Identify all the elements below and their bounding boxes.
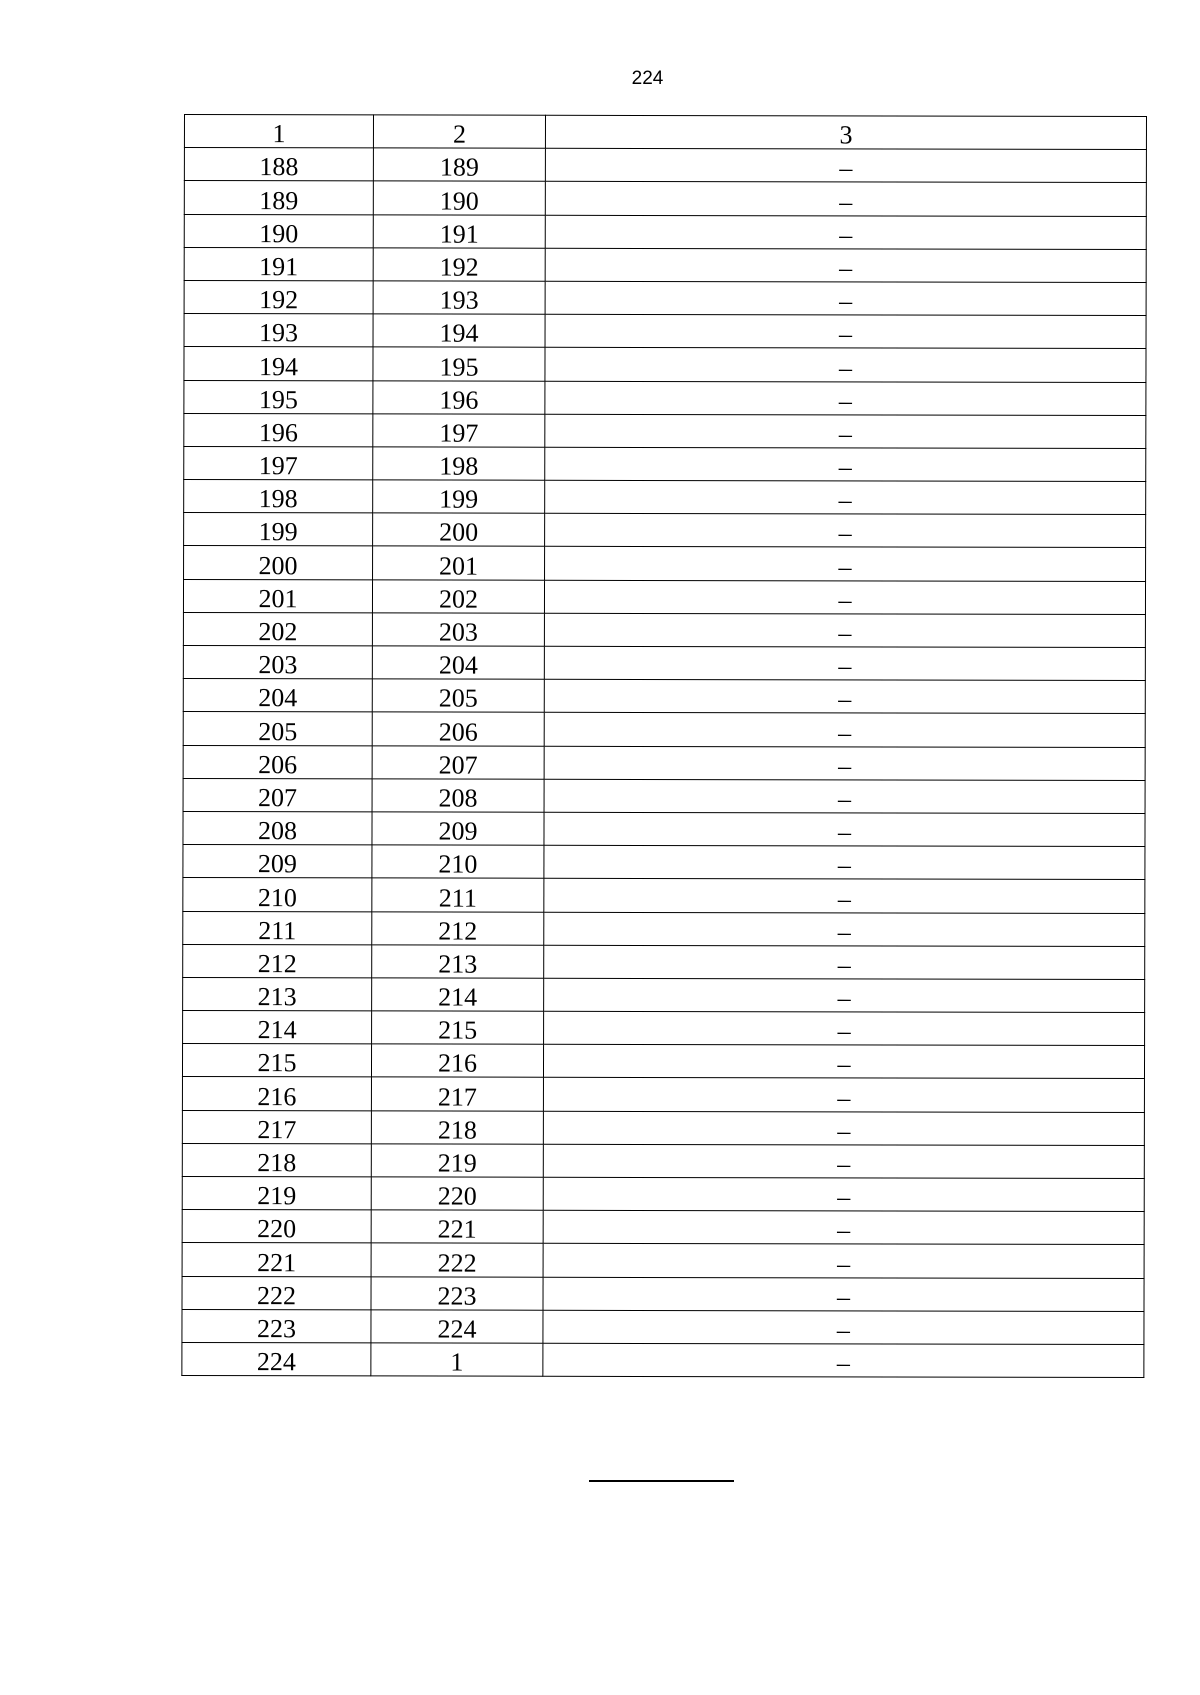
- page-number: 224: [631, 68, 664, 89]
- table-cell-col-2: 216: [371, 1044, 543, 1078]
- table-cell-col-3: –: [543, 1277, 1144, 1311]
- table-row: [182, 1309, 1144, 1344]
- table-cell-col-1: 205: [183, 712, 372, 746]
- table-cell-col-1: 194: [184, 347, 373, 381]
- table-cell-col-1: 218: [182, 1143, 371, 1177]
- column-header-1: 1: [184, 115, 373, 149]
- table-cell-col-3: –: [543, 1210, 1144, 1244]
- table-cell-col-1: 198: [184, 480, 373, 514]
- table-cell-col-1: 221: [182, 1243, 371, 1277]
- table-cell-col-1: 222: [182, 1276, 371, 1310]
- table-cell-col-2: 217: [371, 1077, 543, 1111]
- table-cell-col-1: 199: [184, 513, 373, 547]
- table-header: [184, 115, 1146, 150]
- table-cell-col-1: 195: [184, 380, 373, 414]
- table-row: [183, 778, 1145, 813]
- table-cell-col-1: 224: [182, 1342, 371, 1376]
- table-cell-col-1: 211: [183, 911, 372, 945]
- table-cell-col-2: 209: [372, 812, 544, 846]
- table-row: [183, 977, 1145, 1012]
- table-cell-col-3: –: [544, 580, 1145, 614]
- data-table: [181, 114, 1147, 1378]
- table-row: [184, 413, 1146, 448]
- table-row: [184, 546, 1146, 581]
- table-cell-col-2: 189: [373, 148, 545, 182]
- table-cell-col-1: 212: [183, 944, 372, 978]
- table-cell-col-3: –: [544, 978, 1145, 1012]
- table-cell-col-3: –: [544, 613, 1145, 647]
- table-cell-col-1: 213: [183, 977, 372, 1011]
- table-cell-col-1: 201: [183, 579, 372, 613]
- table-row: [182, 1143, 1144, 1178]
- table-cell-col-3: –: [545, 182, 1146, 216]
- table-cell-col-1: 208: [183, 811, 372, 845]
- table-cell-col-1: 200: [184, 546, 373, 580]
- table-cell-col-3: –: [543, 1343, 1144, 1377]
- table-row: [184, 148, 1146, 183]
- table-cell-col-2: 210: [372, 845, 544, 879]
- table-cell-col-3: –: [544, 746, 1145, 780]
- table-cell-col-3: –: [543, 1144, 1144, 1178]
- table-row: [182, 1077, 1144, 1112]
- table-cell-col-2: 202: [372, 580, 544, 614]
- table-cell-col-2: 214: [372, 978, 544, 1012]
- table-cell-col-2: 211: [372, 878, 544, 912]
- table-cell-col-1: 219: [182, 1176, 371, 1210]
- table-row: [182, 1243, 1144, 1278]
- table-cell-col-2: 213: [372, 945, 544, 979]
- table-cell-col-1: 214: [183, 1011, 372, 1045]
- table-cell-col-2: 204: [372, 646, 544, 680]
- table-row: [183, 745, 1145, 780]
- table-cell-col-1: 209: [183, 845, 372, 879]
- table-cell-col-2: 203: [372, 613, 544, 647]
- table-cell-col-3: –: [545, 281, 1146, 315]
- table-cell-col-2: 192: [373, 248, 545, 282]
- table-cell-col-3: –: [545, 248, 1146, 282]
- table-cell-col-3: –: [545, 314, 1146, 348]
- table-row: [184, 446, 1146, 481]
- table-cell-col-2: 215: [372, 1011, 544, 1045]
- table-cell-col-1: 191: [184, 247, 373, 281]
- table-cell-col-2: 205: [372, 679, 544, 713]
- table-cell-col-2: 219: [371, 1144, 543, 1178]
- table-cell-col-2: 206: [372, 712, 544, 746]
- table-cell-col-1: 197: [184, 446, 373, 480]
- table-cell-col-3: –: [545, 148, 1146, 182]
- table-cell-col-3: –: [545, 215, 1146, 249]
- table-cell-col-3: –: [543, 1177, 1144, 1211]
- table-row: [184, 214, 1146, 249]
- table-cell-col-1: 216: [182, 1077, 371, 1111]
- table-cell-col-3: –: [545, 547, 1146, 581]
- table-row: [183, 878, 1145, 913]
- table-row: [183, 679, 1145, 714]
- table-cell-col-2: 190: [373, 181, 545, 215]
- table-cell-col-1: 215: [182, 1044, 371, 1078]
- table-row: [183, 645, 1145, 680]
- table-cell-col-3: –: [544, 646, 1145, 680]
- table-cell-col-2: 199: [373, 480, 545, 514]
- table-cell-col-2: 223: [371, 1276, 543, 1310]
- table-cell-col-1: 210: [183, 878, 372, 912]
- table-cell-col-3: –: [543, 1078, 1144, 1112]
- table-row: [183, 712, 1145, 747]
- table-row: [184, 181, 1146, 216]
- table-cell-col-2: 221: [371, 1210, 543, 1244]
- table-cell-col-3: –: [544, 713, 1145, 747]
- table-cell-col-1: 203: [183, 645, 372, 679]
- table-cell-col-2: 201: [373, 546, 545, 580]
- table-cell-col-3: –: [544, 912, 1145, 946]
- table-cell-col-3: –: [544, 845, 1145, 879]
- table-row: [183, 579, 1145, 614]
- table-cell-col-2: 218: [371, 1111, 543, 1145]
- table-cell-col-3: –: [545, 480, 1146, 514]
- table-cell-col-2: 195: [373, 347, 545, 381]
- table-row: [184, 513, 1146, 548]
- table-cell-col-2: 191: [373, 214, 545, 248]
- table-cell-col-3: –: [544, 812, 1145, 846]
- table-cell-col-2: 220: [371, 1177, 543, 1211]
- table-row: [184, 280, 1146, 315]
- table-row: [182, 1342, 1144, 1377]
- table-cell-col-2: 208: [372, 779, 544, 813]
- table-cell-col-2: 224: [371, 1310, 543, 1344]
- table-cell-col-2: 1: [371, 1343, 543, 1377]
- table-cell-col-1: 189: [184, 181, 373, 215]
- table-cell-col-3: –: [545, 381, 1146, 415]
- table-row: [183, 845, 1145, 880]
- table-cell-col-3: –: [544, 1011, 1145, 1045]
- table-cell-col-3: –: [545, 348, 1146, 382]
- table-cell-col-3: –: [544, 879, 1145, 913]
- table-row: [182, 1110, 1144, 1145]
- table-cell-col-1: 206: [183, 745, 372, 779]
- table-cell-col-2: 194: [373, 314, 545, 348]
- table-row: [184, 247, 1146, 282]
- table-cell-col-3: –: [543, 1244, 1144, 1278]
- table-row: [183, 612, 1145, 647]
- footer-rule: [589, 1480, 734, 1482]
- table-cell-col-2: 200: [373, 513, 545, 547]
- table-cell-col-3: –: [544, 779, 1145, 813]
- table-row: [182, 1044, 1144, 1079]
- table-cell-col-1: 196: [184, 413, 373, 447]
- table-cell-col-2: 207: [372, 745, 544, 779]
- table-cell-col-2: 222: [371, 1243, 543, 1277]
- table-row: [182, 1276, 1144, 1311]
- table-row: [184, 347, 1146, 382]
- table-cell-col-3: –: [545, 447, 1146, 481]
- table-row: [184, 380, 1146, 415]
- table-cell-col-2: 193: [373, 281, 545, 315]
- table-cell-col-1: 190: [184, 214, 373, 248]
- table-cell-col-2: 212: [372, 911, 544, 945]
- table-cell-col-3: –: [543, 1045, 1144, 1079]
- table-row: [182, 1176, 1144, 1211]
- table-cell-col-2: 197: [373, 414, 545, 448]
- column-header-2: 2: [373, 115, 545, 149]
- table-row: [183, 1011, 1145, 1046]
- table-row: [183, 811, 1145, 846]
- table-cell-col-3: –: [543, 1310, 1144, 1344]
- table-cell-col-1: 192: [184, 280, 373, 314]
- table-cell-col-1: 193: [184, 314, 373, 348]
- table-body: [182, 148, 1147, 1378]
- table-row: [182, 1210, 1144, 1245]
- table-cell-col-1: 188: [184, 148, 373, 182]
- table-cell-col-3: –: [545, 514, 1146, 548]
- table-cell-col-3: –: [544, 679, 1145, 713]
- table-cell-col-1: 204: [183, 679, 372, 713]
- table-row: [183, 911, 1145, 946]
- table-row: [183, 944, 1145, 979]
- table-cell-col-3: –: [544, 945, 1145, 979]
- table-cell-col-1: 202: [183, 612, 372, 646]
- table-cell-col-3: –: [545, 414, 1146, 448]
- table-cell-col-1: 223: [182, 1309, 371, 1343]
- header-row: [184, 115, 1146, 150]
- column-header-3: 3: [545, 115, 1146, 149]
- table-row: [184, 480, 1146, 515]
- table-cell-col-1: 217: [182, 1110, 371, 1144]
- table-cell-col-1: 220: [182, 1210, 371, 1244]
- table-row: [184, 314, 1146, 349]
- table-cell-col-2: 198: [373, 447, 545, 481]
- table-cell-col-1: 207: [183, 778, 372, 812]
- table-cell-col-3: –: [543, 1111, 1144, 1145]
- table-cell-col-2: 196: [373, 380, 545, 414]
